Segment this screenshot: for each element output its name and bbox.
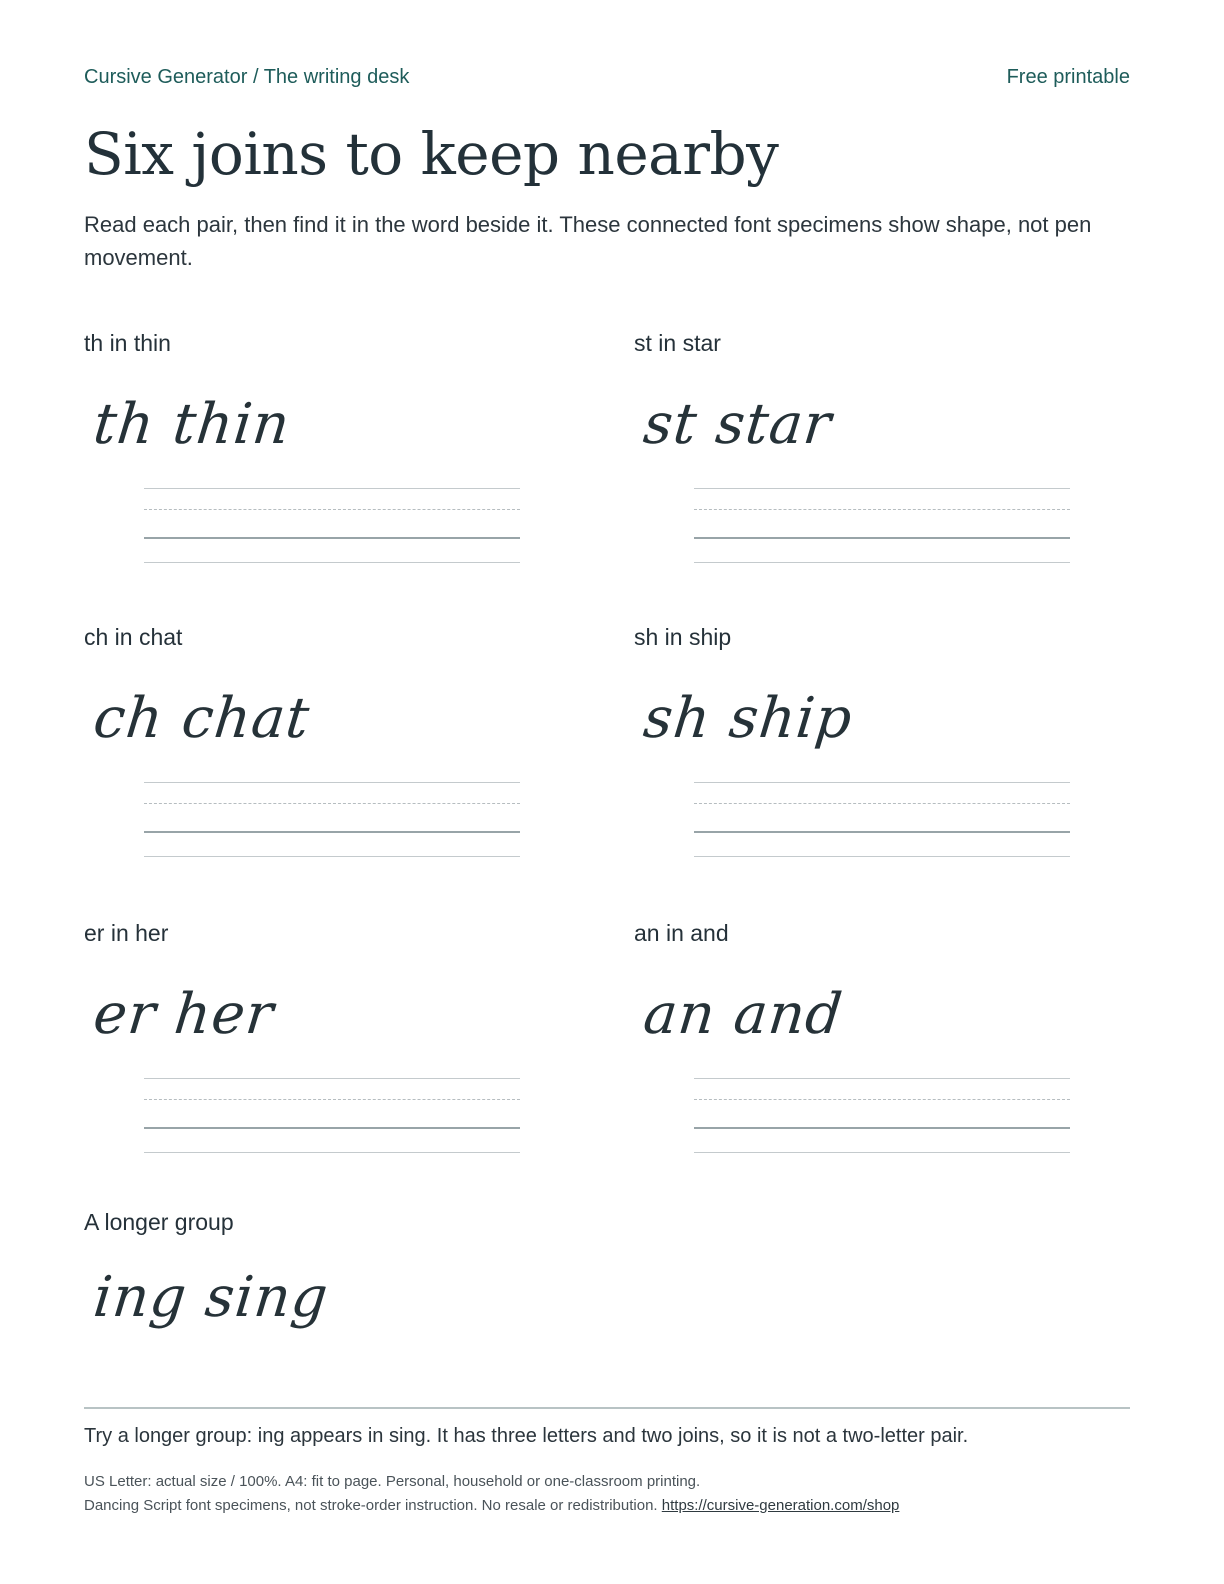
practice-lines bbox=[694, 782, 1070, 862]
pair-block-th bbox=[84, 330, 534, 610]
pair-label: st in star bbox=[634, 330, 721, 356]
pair-specimen: an and bbox=[640, 982, 846, 1047]
descender-line bbox=[694, 1152, 1070, 1153]
pair-block-er bbox=[84, 920, 534, 1200]
breadcrumb[interactable]: Cursive Generator / The writing desk bbox=[84, 66, 410, 88]
practice-lines bbox=[144, 1078, 520, 1158]
pair-specimen: st star bbox=[640, 392, 835, 457]
midline bbox=[694, 509, 1070, 510]
ascender-line bbox=[144, 488, 520, 489]
ascender-line bbox=[694, 488, 1070, 489]
midline bbox=[694, 1099, 1070, 1100]
baseline bbox=[144, 1127, 520, 1129]
intro-text: Read each pair, then find it in the word beside it. These connected font specimens show shape, not pen movement. bbox=[84, 212, 1092, 270]
pair-block-sh bbox=[634, 624, 1084, 904]
practice-lines bbox=[694, 488, 1070, 568]
pair-label: an in and bbox=[634, 920, 729, 946]
longer-group-label: A longer group bbox=[84, 1209, 234, 1235]
midline bbox=[144, 1099, 520, 1100]
free-printable-label: Free printable bbox=[1006, 66, 1130, 88]
baseline bbox=[144, 537, 520, 539]
longer-group-block bbox=[84, 1209, 534, 1359]
pair-label: sh in ship bbox=[634, 624, 732, 650]
footer-divider bbox=[84, 1407, 1130, 1409]
baseline bbox=[694, 1127, 1070, 1129]
pair-specimen: th thin bbox=[90, 392, 294, 457]
descender-line bbox=[694, 562, 1070, 563]
ascender-line bbox=[144, 782, 520, 783]
practice-lines bbox=[694, 1078, 1070, 1158]
midline bbox=[694, 803, 1070, 804]
top-bar bbox=[84, 66, 1130, 92]
pair-block-an bbox=[634, 920, 1084, 1200]
pair-label: th in thin bbox=[84, 330, 171, 356]
baseline bbox=[144, 831, 520, 833]
baseline bbox=[694, 831, 1070, 833]
pair-block-st bbox=[634, 330, 1084, 610]
descender-line bbox=[144, 562, 520, 563]
pair-label: er in her bbox=[84, 920, 169, 946]
pair-label: ch in chat bbox=[84, 624, 183, 650]
midline bbox=[144, 509, 520, 510]
print-instructions: US Letter: actual size / 100%. A4: fit to page. Personal, household or one-classroom printing. bbox=[84, 1473, 701, 1490]
baseline bbox=[694, 537, 1070, 539]
page-title: Six joins to keep nearby bbox=[84, 120, 779, 188]
ascender-line bbox=[694, 1078, 1070, 1079]
descender-line bbox=[694, 856, 1070, 857]
practice-lines bbox=[144, 782, 520, 862]
longer-group-specimen: ing sing bbox=[90, 1265, 332, 1330]
pair-block-ch bbox=[84, 624, 534, 904]
pair-specimen: sh ship bbox=[640, 686, 856, 751]
pair-specimen: er her bbox=[90, 982, 278, 1047]
descender-line bbox=[144, 1152, 520, 1153]
license-line bbox=[84, 1497, 899, 1514]
license-text: Dancing Script font specimens, not stroke-order instruction. No resale or redistribution. bbox=[84, 1497, 658, 1514]
pair-specimen: ch chat bbox=[90, 686, 313, 751]
practice-lines bbox=[144, 488, 520, 568]
descender-line bbox=[144, 856, 520, 857]
ascender-line bbox=[144, 1078, 520, 1079]
midline bbox=[144, 803, 520, 804]
footer-note: Try a longer group: ing appears in sing. It has three letters and two joins, so it is not a two-letter pair. bbox=[84, 1425, 969, 1447]
worksheet-page bbox=[84, 0, 1130, 1584]
ascender-line bbox=[694, 782, 1070, 783]
shop-link[interactable]: https://cursive-generation.com/shop bbox=[661, 1497, 900, 1514]
